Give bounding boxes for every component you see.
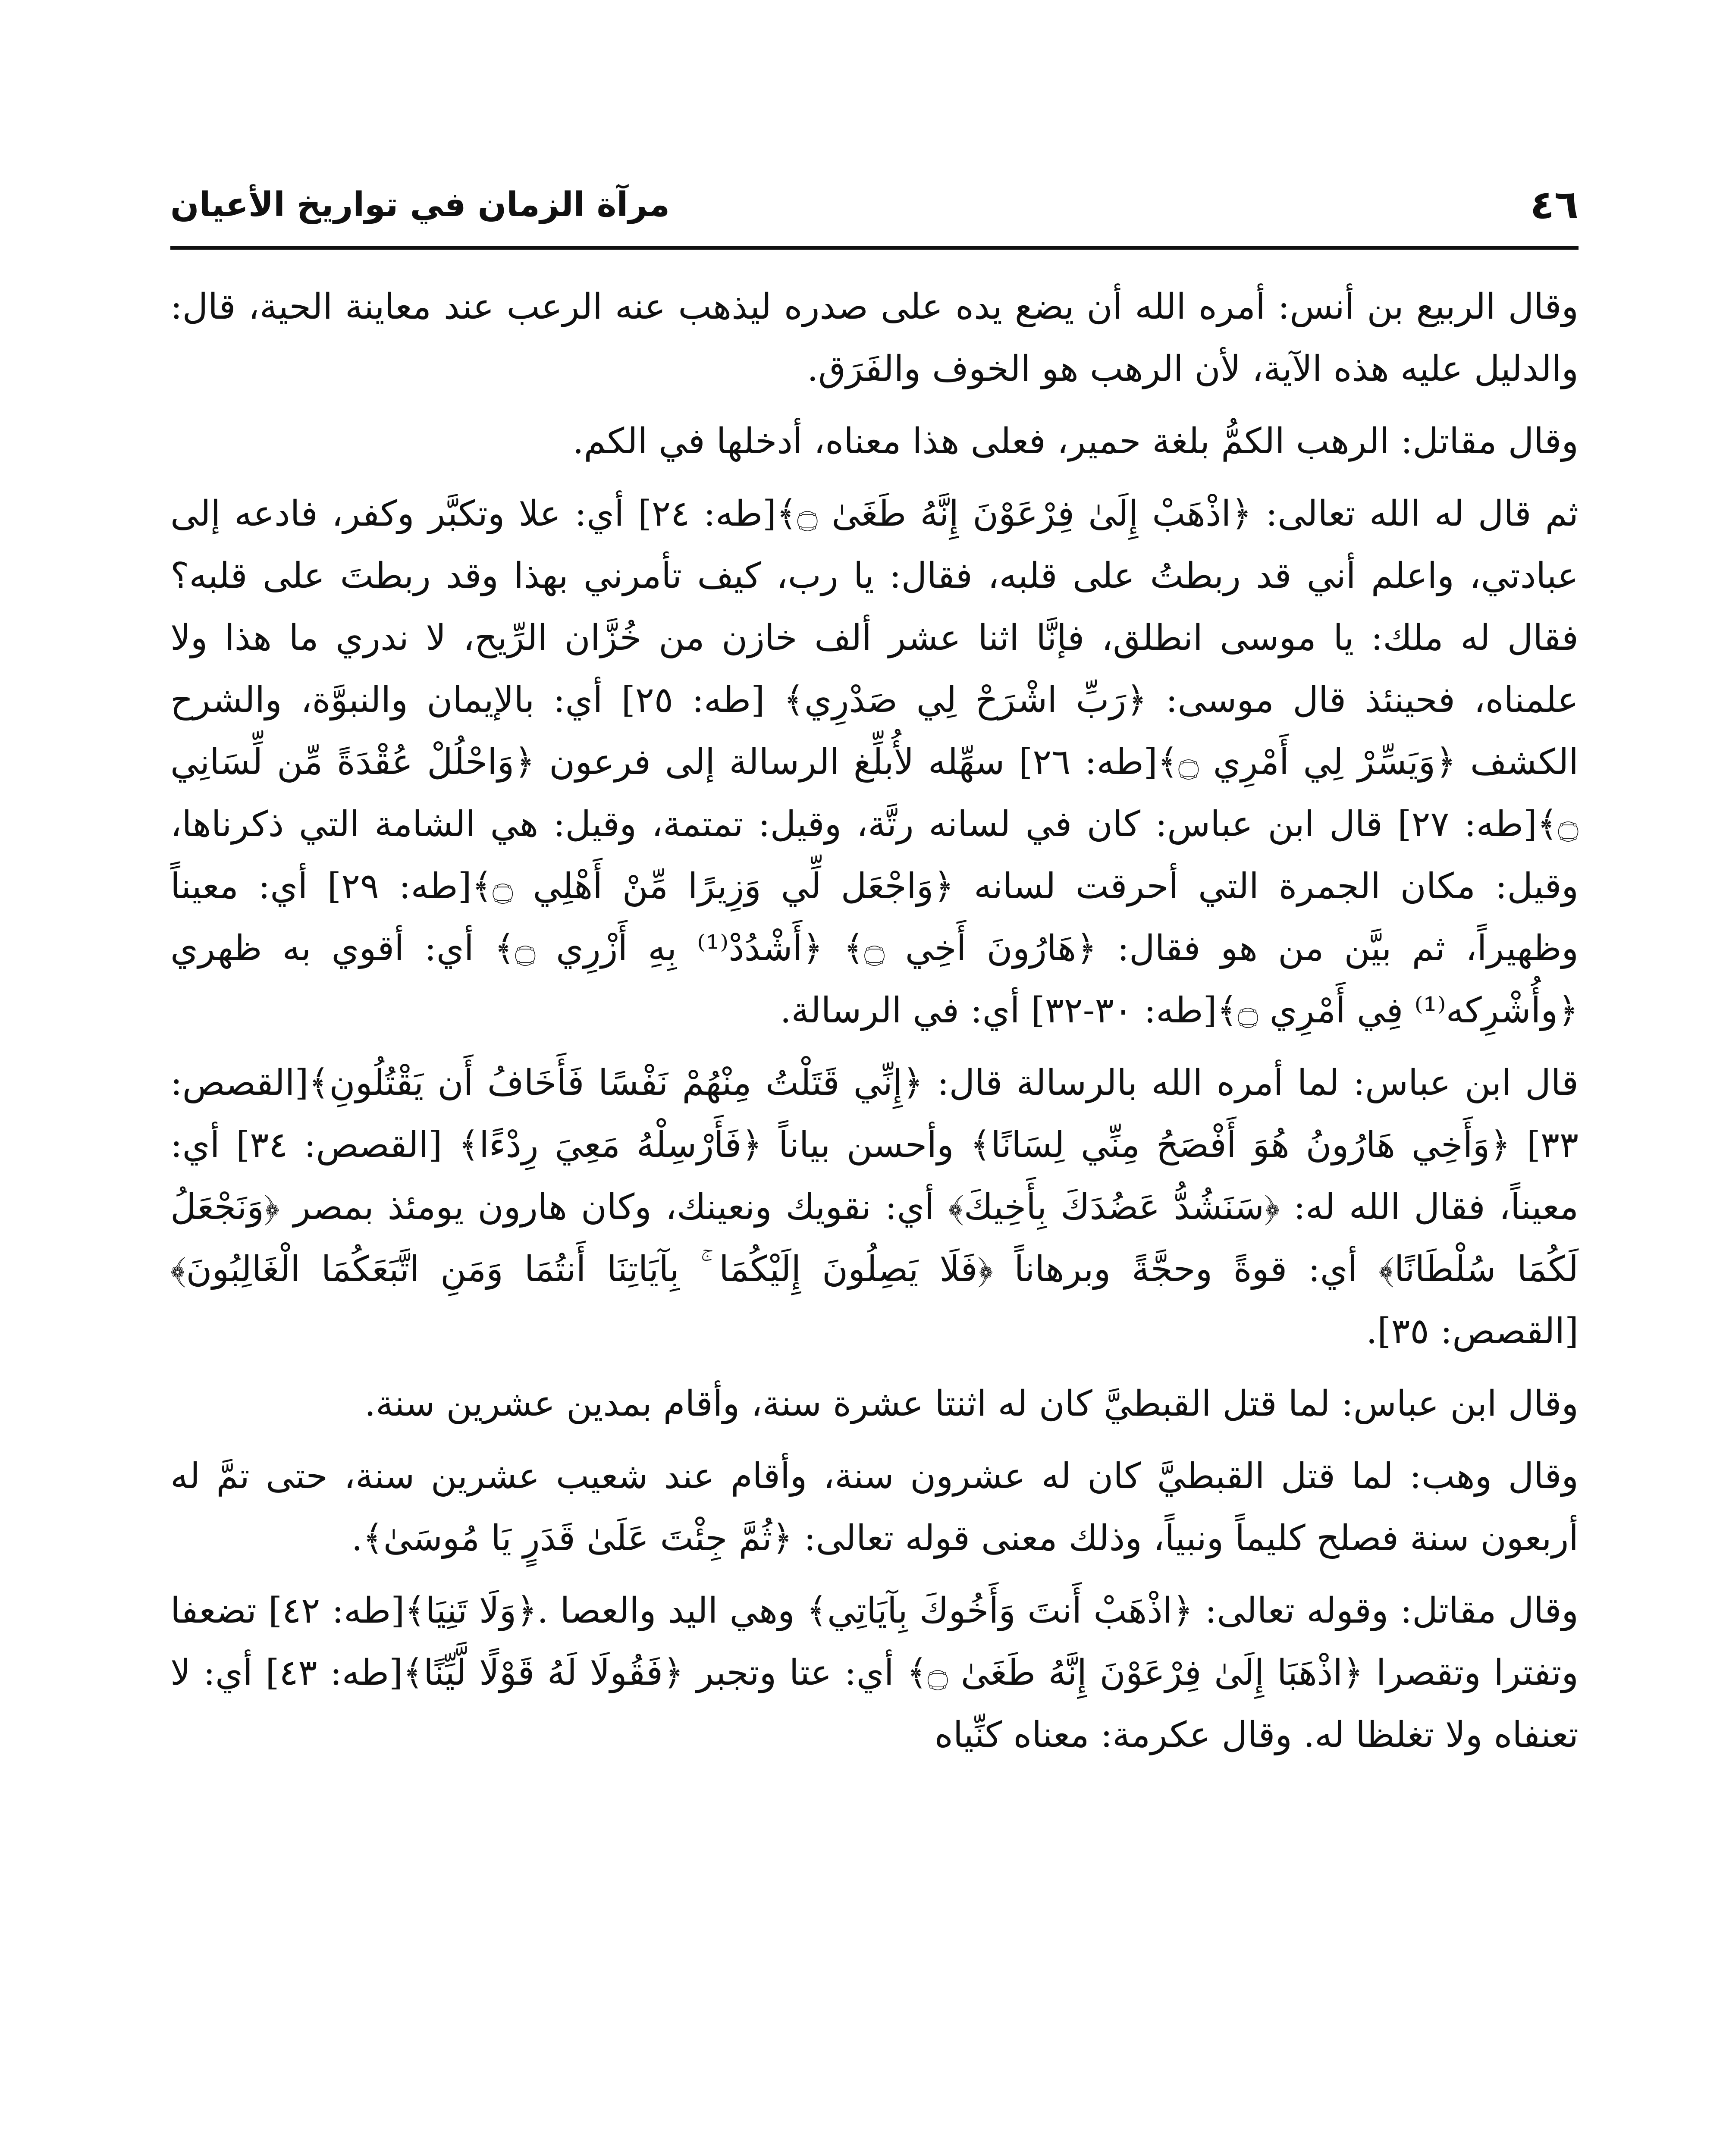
paragraph: وقال وهب: لما قتل القبطيَّ كان له عشرون سنة، وأقام عند شعيب عشرين سنة، حتى تمَّ له أربعون سنة فصلح كليماً ونبياً، وذلك معنى قوله تعالى: ﴿ثُمَّ جِئْتَ عَلَىٰ قَدَرٍ يَا مُوسَىٰ﴾.	[170, 1456, 1579, 1559]
page-header	[170, 172, 1579, 237]
running-title: مرآة الزمان في تواريخ الأعيان	[170, 185, 670, 224]
paragraph: وقال الربيع بن أنس: أمره الله أن يضع يده على صدره ليذهب عنه الرعب عند معاينة الحية، قال: والدليل عليه هذه الآية، لأن الرهب هو الخوف والفَرَق.	[170, 286, 1579, 389]
page-number: ٤٦	[1530, 182, 1579, 228]
header-rule	[170, 246, 1579, 250]
paragraph: قال ابن عباس: لما أمره الله بالرسالة قال: ﴿إِنِّي قَتَلْتُ مِنْهُمْ نَفْسًا فَأَخَافُ أَن يَقْتُلُونِ﴾[القصص: ٣٣] ﴿وَأَخِي هَارُونُ هُوَ أَفْصَحُ مِنِّي لِسَانًا﴾ وأحسن بياناً ﴿فَأَرْسِلْهُ مَعِيَ رِدْءًا﴾ [القصص: ٣٤] أي: معيناً، فقال الله له: ﴿سَنَشُدُّ عَضُدَكَ بِأَخِيكَ﴾ أي: نقويك ونعينك، وكان هارون يومئذ بمصر ﴿وَنَجْعَلُ لَكُمَا سُلْطَانًا﴾ أي: قوةً وحجَّةً وبرهاناً ﴿فَلَا يَصِلُونَ إِلَيْكُمَا ۚ بِآيَاتِنَا أَنتُمَا وَمَنِ اتَّبَعَكُمَا الْغَالِبُونَ﴾ [القصص: ٣٥].	[170, 1062, 1579, 1352]
main-text	[170, 276, 1579, 1766]
paragraph: وقال مقاتل: الرهب الكمُّ بلغة حمير، فعلى هذا معناه، أدخلها في الكم.	[572, 421, 1579, 462]
paragraph: وقال ابن عباس: لما قتل القبطيَّ كان له اثنتا عشرة سنة، وأقام بمدين عشرين سنة.	[364, 1383, 1579, 1424]
paragraph: وقال مقاتل: وقوله تعالى: ﴿اذْهَبْ أَنتَ وَأَخُوكَ بِآيَاتِي﴾ وهي اليد والعصا .﴿وَلَا تَنِيَا﴾[طه: ٤٢] تضعفا وتفترا وتقصرا ﴿اذْهَبَا إِلَىٰ فِرْعَوْنَ إِنَّهُ طَغَىٰ ۝﴾ أي: عتا وتجبر ﴿فَقُولَا لَهُ قَوْلًا لَّيِّنًا﴾[طه: ٤٣] أي: لا تعنفاه ولا تغلظا له. وقال عكرمة: معناه كنِّياه	[170, 1590, 1579, 1755]
paragraph: ثم قال له الله تعالى: ﴿اذْهَبْ إِلَىٰ فِرْعَوْنَ إِنَّهُ طَغَىٰ ۝﴾[طه: ٢٤] أي: علا وتكبَّر وكفر، فادعه إلى عبادتي، واعلم أني قد ربطتُ على قلبه، فقال: يا رب، كيف تأمرني بهذا وقد ربطتَ على قلبه؟ فقال له ملك: يا موسى انطلق، فإنَّا اثنا عشر ألف خازن من خُزَّان الرِّيح، لا ندري ما هذا ولا علمناه، فحينئذ قال موسى: ﴿رَبِّ اشْرَحْ لِي صَدْرِي﴾ [طه: ٢٥] أي: بالإيمان والنبوَّة، والشرح الكشف ﴿وَيَسِّرْ لِي أَمْرِي ۝﴾[طه: ٢٦] سهِّله لأُبلِّغ الرسالة إلى فرعون ﴿وَاحْلُلْ عُقْدَةً مِّن لِّسَانِي ۝﴾[طه: ٢٧] قال ابن عباس: كان في لسانه رتَّة، وقيل: تمتمة، وقيل: هي الشامة التي ذكرناها، وقيل: مكان الجمرة التي أحرقت لسانه ﴿وَاجْعَل لِّي وَزِيرًا مِّنْ أَهْلِي ۝﴾[طه: ٢٩] أي: معيناً وظهيراً، ثم بيَّن من هو فقال: ﴿هَارُونَ أَخِي ۝﴾ ﴿أَشْدُدْ⁽¹⁾ بِهِ أَزْرِي ۝﴾ أي: أقوي به ظهري ﴿وأُشْرِكه⁽¹⁾ فِي أَمْرِي ۝﴾[طه: ٣٠-٣٢] أي: في الرسالة.	[170, 493, 1579, 1031]
